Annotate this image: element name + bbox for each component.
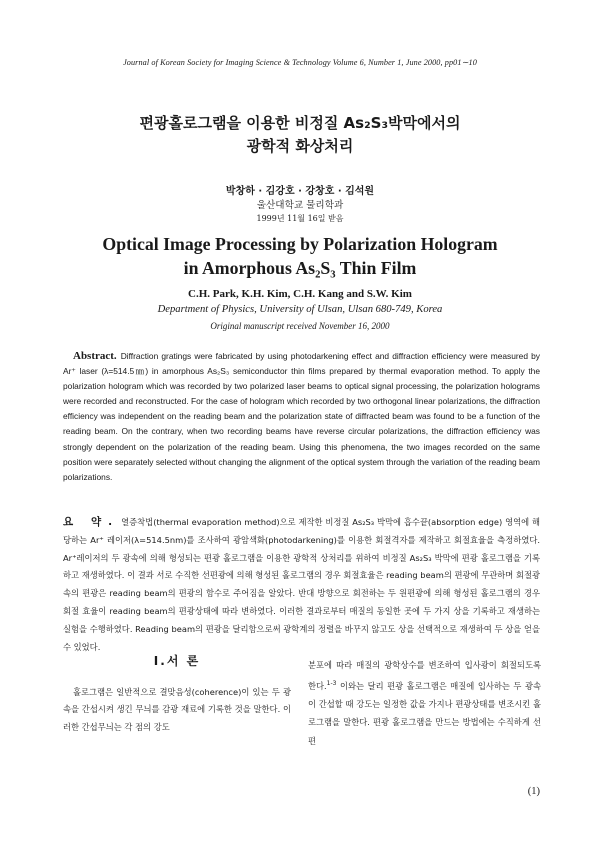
korean-affiliation: 울산대학교 물리학과 — [256, 200, 344, 211]
reference-superscript: 1-3 — [326, 679, 337, 687]
english-authors: C.H. Park, K.H. Kim, C.H. Kang and S.W. Kim — [188, 288, 412, 300]
intro-paragraph-left: 홀로그램은 일반적으로 결맞음성(coherence)이 있는 두 광속을 간섭시켜 생긴 무늬를 감광 재료에 기록한 것을 말한다. 이러한 간섭무늬는 각 점의 강도 — [63, 686, 291, 732]
korean-abstract-label: 요 약. — [63, 516, 120, 528]
english-title-line1: Optical Image Processing by Polarization Hologram — [102, 234, 498, 254]
abstract-label: Abstract. — [73, 350, 117, 362]
korean-abstract-text: 열증착법(thermal evaporation method)으로 제작한 비정질 As₂S₃ 박막에 흡수끝(absorption edge) 영역에 해당하는 Ar⁺ 레이저(λ=514.5nm)를 조사하여 광암색화(photodarkening)를 이용한 회절격자를 제작하고 회절효율을 측정하였다. Ar⁺레이저의 두 광속에 의해 형성되는 편광 홀로그램을 이용한 광학적 상처리를 위하여 비정질 As₂S₃ 박막에 편광 홀로그램을 기록하고 재생하였다. 이 결과 서로 수직한 선편광에 의해 형성된 홀로그램의 경우 회절효율은 reading beam의 편광에 무관하며 회절광속의 편광은 reading beam의 편광의 함수로 주어짐을 알았다. 반대 방향으로 회전하는 두 원편광에 의해 형성된 홀로그램의 경우 회절 효율이 reading beam의 편광상태에 따라 변하였다. 이러한 결과로부터 매질의 동일한 곳에 두 가지 상을 기록하고 재생하는 실험을 수행하였다. Reading beam의 편광을 달리함으로써 광학계의 정렬을 바꾸지 않고도 상을 선택적으로 재생하여 두 상을 얻을 수 있었다. — [63, 517, 540, 652]
intro-left-column — [63, 653, 291, 736]
english-title — [0, 232, 600, 280]
english-received-date: Original manuscript received November 16, 2000 — [210, 321, 390, 331]
intro-right-column — [308, 656, 541, 750]
english-affiliation: Department of Physics, University of Ulsan, Ulsan 680-749, Korea — [157, 304, 443, 315]
korean-title-line1: 편광홀로그램을 이용한 비정질 As₂S₃박막에서의 — [139, 114, 461, 132]
journal-header: Journal of Korean Society for Imaging Science & Technology Volume 6, Number 1, June 2000, pp01∼10 — [123, 58, 477, 67]
korean-received-date: 1999년 11월 16일 받음 — [256, 214, 344, 223]
page-number: (1) — [527, 786, 540, 797]
korean-title — [0, 112, 600, 158]
intro-right-text-a: 분포에 따라 매질의 광학상수를 변조하여 입사광이 회절되도록 한다. — [308, 660, 541, 691]
english-abstract — [63, 349, 540, 485]
korean-abstract — [63, 514, 540, 656]
abstract-text: Diffraction gratings were fabricated by using photodarkening effect and diffraction efficiency were measured by Ar⁺ laser (λ=514.5㎚) in amorphous As₂S₃ semiconductor thin films prepared by thermal evaporation method. To apply the polarization hologram which was recorded by two polarized laser beams to optical signal processing, the polarization holograms were recorded and reconstructed. For the case of hologram which recorded by two orthogonal linear polarizations, the diffraction efficiency was independent on the reading beam and the polarization state of diffracted beam was found to be a function of the reading beam. On the contrary, when two recording beams have reverse circular polarizations, the diffraction efficiency was strongly dependent on the polarization of the reading beam. Using this phenomena, the two images recorded on the same position were separately selected without changing the alignment of the optical system through the variation of the reading beam polarizations. — [63, 351, 540, 482]
korean-title-line2: 광학적 화상처리 — [246, 137, 354, 155]
section-heading: Ⅰ.서 론 — [153, 654, 201, 668]
korean-authors: 박창하 · 김강호 · 강창호 · 김석원 — [225, 186, 375, 197]
intro-right-text-b: 이와는 달리 편광 홀로그램은 매질에 입사하는 두 광속이 간섭할 때 강도는 일정한 값을 가지나 편광상태를 변조시킨 홀로그램을 말한다. 편광 홀로그램을 만드는 방법에는 수직하게 선편 — [308, 680, 541, 746]
english-title-line2: in Amorphous As₂S₃ Thin Film — [183, 258, 417, 278]
intro-paragraph-right — [308, 656, 541, 750]
